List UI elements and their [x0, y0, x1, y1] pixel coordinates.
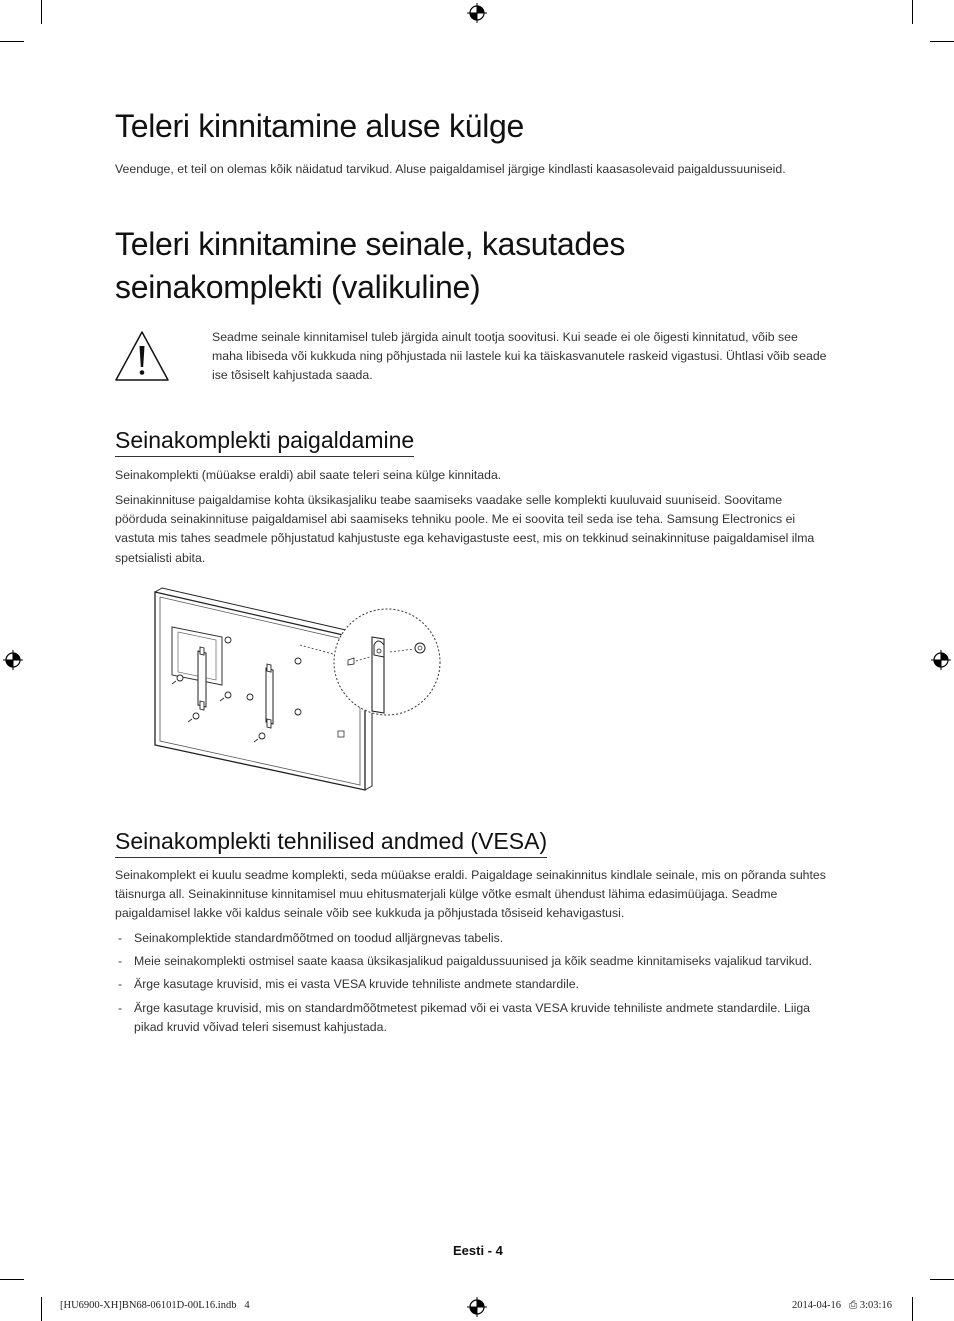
registration-mark-icon — [467, 1297, 487, 1317]
section-title-wall-mount-line2: seinakomplekti (valikuline) — [115, 269, 481, 305]
print-slug-date: 2014-04-16 ⎙ 3:03:16 — [792, 1300, 892, 1311]
crop-mark — [0, 41, 24, 42]
print-slug-file: [HU6900-XH]BN68-06101D-00L16.indb 4 — [60, 1300, 250, 1311]
warning-text: Seadme seinale kinnitamisel tuleb järgida ainult tootja soovitusi. Kui seade ei ole õigesti kinnitatud, võib see maha libiseda või kukkuda ning põhjustada nii lastele kui ka täiskasvanutele raskeid vigastusi. Ühtlasi võib seade ise tõsiselt kahjustada saada. — [212, 330, 827, 383]
section-title-vesa: Seinakomplekti tehnilised andmed (VESA) — [115, 828, 547, 858]
wall-mount-illustration — [150, 585, 445, 795]
page-number: Eesti - 4 — [453, 1243, 503, 1258]
crop-mark — [41, 1297, 42, 1321]
stand-instructions: Veenduge, et teil on olemas kõik näidatud tarvikud. Aluse paigaldamisel järgige kindlasti kaasasolevaid paigaldussuuniseid. — [115, 162, 786, 176]
vesa-notes-list — [115, 929, 835, 1041]
list-item: - Ärge kasutage kruvisid, mis ei vasta VESA kruvide tehniliste andmete standardile. — [115, 975, 835, 994]
crop-mark — [930, 1279, 954, 1280]
crop-mark — [930, 41, 954, 42]
crop-mark — [41, 0, 42, 24]
crop-mark — [0, 1279, 24, 1280]
warning-triangle-icon — [113, 329, 171, 383]
section-title-stand: Teleri kinnitamine aluse külge — [115, 108, 525, 144]
crop-mark — [912, 0, 913, 24]
vesa-intro: Seinakomplekt ei kuulu seadme komplekti, seda müüakse eraldi. Paigaldage seinakinnitus kindlale seinale, mis on põranda suhtes täisnurga all. Seinakinnituse kinnitamisel muu ehitusmaterjali külge võtke esmalt ühendust lähima edasimüüjaga. Seadme paigaldamisel lakke või kaldus seinale võib see kukkuda ja põhjustada tõsiseid kehavigastusi. — [115, 868, 826, 921]
registration-mark-icon — [931, 650, 951, 670]
list-item: - Meie seinakomplekti ostmisel saate kaasa üksikasjalikud paigaldussuunised ja kõik seadme kinnitamiseks vajalikud tarvikud. — [115, 952, 835, 971]
registration-mark-icon — [467, 3, 487, 23]
registration-mark-icon — [3, 650, 23, 670]
crop-mark — [912, 1297, 913, 1321]
wall-kit-intro: Seinakomplekti (müüakse eraldi) abil saate teleri seina külge kinnitada. — [115, 468, 502, 482]
wall-kit-details: Seinakinnituse paigaldamise kohta üksikasjaliku teabe saamiseks vaadake selle komplekti kuuluvaid suuniseid. Soovitame pöörduda seinakinnituse paigaldamisel abi saamiseks tehniku poole. Me ei soovita teil seda ise teha. Samsung Electronics ei vastuta mis tahes seadmele põhjustatud kahjustuste ega kehavigastuste eest, mis on tekkinud seinakinnituse paigaldamisel ilma spetsialisti abita. — [115, 493, 815, 565]
list-item: - Ärge kasutage kruvisid, mis on standardmõõtmetest pikemad või ei vasta VESA kruvide tehniliste andmete standardile. Liiga pikad kruvid võivad teleri sisemust kahjustada. — [115, 999, 835, 1037]
section-title-wall-kit-install: Seinakomplekti paigaldamine — [115, 427, 414, 457]
list-item: - Seinakomplektide standardmõõtmed on toodud alljärgnevas tabelis. — [115, 929, 835, 948]
section-title-wall-mount-line1: Teleri kinnitamine seinale, kasutades — [115, 226, 626, 262]
